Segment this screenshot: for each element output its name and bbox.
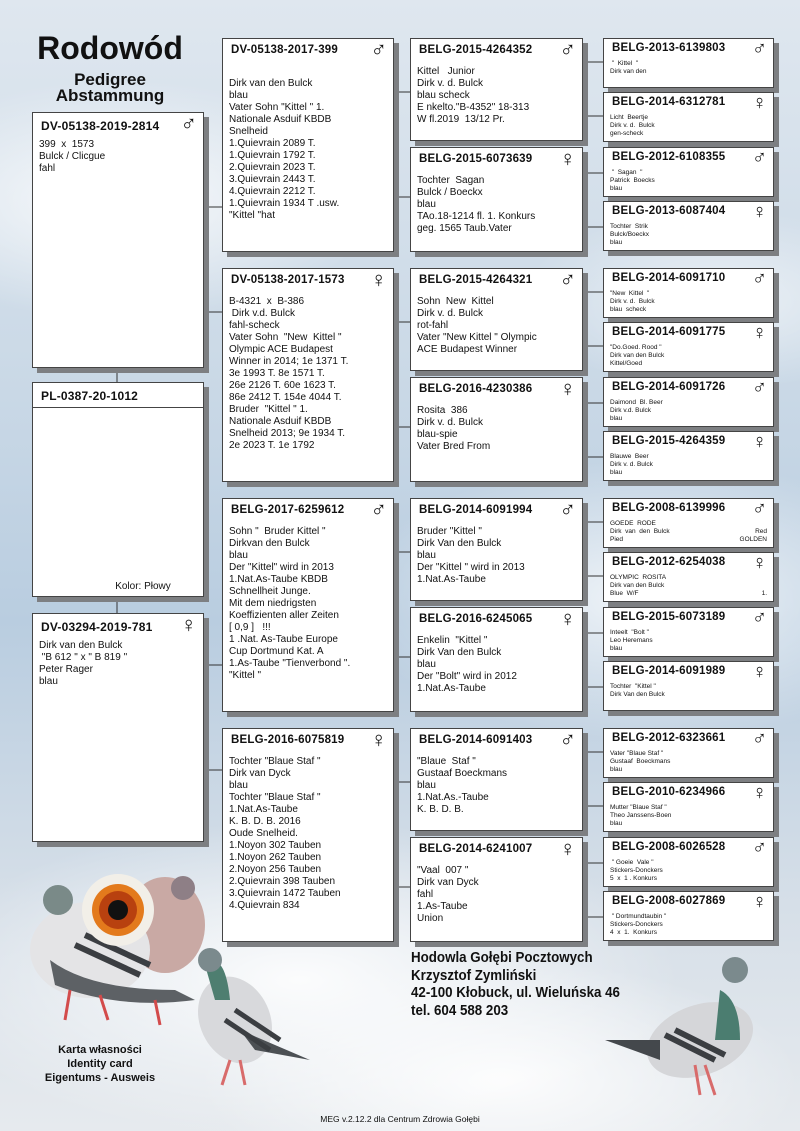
pigeon-left-pair-image (30, 874, 205, 1025)
detail-line: Der "Kittel" wird in 2013 (229, 562, 334, 573)
female-icon: ♀ (559, 836, 576, 861)
detail-line: blau scheck (610, 306, 647, 313)
ring-number: BELG-2014-6091994 (419, 504, 533, 516)
detail-line: 3.Quievrain 1472 Tauben (229, 888, 341, 899)
subtitle-en: Pedigree (74, 70, 146, 89)
detail-line: 1.Noyon 262 Tauben (229, 852, 322, 863)
detail-line: "New Kittel " (610, 290, 650, 297)
detail-line: Dirk van den Bulck (610, 582, 665, 589)
detail-line: E nkelto."B-4352" 18-313 (417, 102, 530, 113)
ring-number: BELG-2015-4264359 (612, 435, 726, 447)
male-icon: ♂ (559, 497, 576, 522)
ring-number: BELG-2016-6245065 (419, 613, 533, 625)
detail-line: 1.As-Taube "Tienverbond ". (229, 658, 351, 669)
male-icon: ♂ (370, 497, 387, 522)
detail-line: 4.Quievrain 2212 T. (229, 186, 316, 197)
detail-line: Kittel Junior (417, 66, 475, 77)
detail-line: B-4321 x B-386 (229, 296, 305, 307)
detail-line: blau (610, 820, 623, 827)
detail-line: Vater "New Kittel " Olympic (417, 332, 537, 343)
detail-line: 1.Nat.As.-Taube (417, 792, 489, 803)
ring-number: BELG-2013-6087404 (612, 205, 726, 217)
detail-line: Nationale Asduif KBDB (229, 416, 332, 427)
female-icon: ♀ (559, 376, 576, 401)
detail-line: Enkelin "Kittel " (417, 635, 488, 646)
female-icon: ♀ (752, 891, 767, 913)
detail-line: 1.Nat.As-Taube KBDB (229, 574, 328, 585)
ring-number: BELG-2015-6073189 (612, 611, 726, 623)
subtitle-de: Abstammung (55, 86, 165, 105)
detail-line: Vater "Blaue Staf " (610, 750, 664, 757)
detail-line: blau (610, 239, 623, 246)
ring-number: BELG-2015-4264321 (419, 274, 533, 286)
detail-line: Tochter "Blaue Staf " (229, 756, 321, 767)
detail-line: blau (610, 469, 623, 476)
detail-line: Mutter "Blaue Staf " (610, 804, 667, 811)
detail-line: 2.Noyon 256 Tauben (229, 864, 322, 875)
detail-line: 1.As-Taube (417, 901, 468, 912)
detail-line: Bruder "Kittel " (417, 526, 482, 537)
female-icon: ♀ (752, 552, 767, 574)
ring-number: BELG-2017-6259612 (231, 504, 345, 516)
female-icon: ♀ (180, 612, 197, 637)
detail-line: 2.Quievrain 398 Tauben (229, 876, 336, 887)
detail-line: 4.Quievrain 834 (229, 900, 300, 911)
detail-line: Olympic ACE Budapest (229, 344, 333, 355)
female-icon: ♀ (752, 661, 767, 683)
female-icon: ♀ (559, 146, 576, 171)
detail-line: blau (417, 780, 436, 791)
detail-line: Tochter "Kittel " (610, 683, 656, 690)
detail-line: Dirk van Dyck (417, 877, 479, 888)
detail-line: "Kittel " (229, 670, 262, 681)
male-icon: ♂ (370, 37, 387, 62)
detail-line: W fl.2019 13/12 Pr. (417, 114, 505, 125)
detail-line: Tochter Sagan (417, 175, 485, 186)
detail-line: ACE Budapest Winner (417, 344, 518, 355)
ring-number: BELG-2014-6091403 (419, 734, 533, 746)
detail-line: [ 0,9 ] !!! (229, 622, 271, 633)
detail-line: blau (610, 766, 623, 773)
detail-line: Dirk van den Bulck (610, 352, 665, 359)
detail-line: " Dortmundtaubin " (610, 913, 667, 920)
detail-line: Vater Sohn "New Kittel " (229, 332, 342, 343)
detail-line: 2.Quievrain 2023 T. (229, 162, 316, 173)
ring-number: BELG-2014-6312781 (612, 96, 726, 108)
detail-line: Dirk v. d. Bulck (417, 308, 483, 319)
eye-image (82, 874, 154, 946)
breeder-street: 42-100 Kłobuck, ul. Wieluńska 46 (411, 985, 620, 1001)
detail-line: Dirk v. d. Bulck (417, 417, 483, 428)
detail-right: 1. (761, 590, 767, 597)
detail-line: Cup Dortmund Kat. A (229, 646, 324, 657)
ring-number: BELG-2014-6091775 (612, 326, 726, 338)
detail-line: 1.Quievrain 1934 T .usw. (229, 198, 340, 209)
detail-line: Vater Sohn "Kittel " 1. (229, 102, 325, 113)
male-icon: ♂ (180, 111, 197, 136)
detail-line: Snelheid 2013; 9e 1934 T. (229, 428, 346, 439)
detail-line: Der "Bolt" wird in 2012 (417, 671, 517, 682)
female-icon: ♀ (752, 201, 767, 223)
detail-line: 1.Quievrain 1792 T. (229, 150, 316, 161)
male-icon: ♂ (752, 498, 767, 520)
detail-line: "Do.Goed. Rood " (610, 344, 662, 351)
ring-number: DV-05138-2017-1573 (231, 274, 345, 286)
detail-line: Bruder "Kittel " 1. (229, 404, 308, 415)
breeder-loft-name: Hodowla Gołębi Pocztowych (411, 950, 593, 966)
ring-number: BELG-2010-6234966 (612, 786, 726, 798)
ring-number: BELG-2016-6075819 (231, 734, 345, 746)
detail-line: Dirk van den (610, 68, 647, 75)
pigeon-right-image (605, 957, 764, 1095)
detail-line: Leo Heremans (610, 637, 653, 644)
card-label-pl: Karta własności (58, 1044, 142, 1056)
ring-number: BELG-2012-6108355 (612, 151, 726, 163)
detail-line: Stickers-Donckers (610, 867, 663, 874)
detail-line: Union (417, 913, 444, 924)
detail-line: 2e 2023 T. 1e 1792 (229, 440, 315, 451)
detail-line: Dirk van den Bulck (229, 78, 313, 89)
detail-line: Dirk v.d. Bulck (229, 308, 295, 319)
detail-line: Dirk van Dyck (229, 768, 291, 779)
detail-line: Dirk van den Bulck (39, 640, 123, 651)
ring-number: BELG-2014-6241007 (419, 843, 533, 855)
detail-line: 1.Quievrain 2089 T. (229, 138, 316, 149)
detail-line: Oude Snelheid. (229, 828, 298, 839)
breeder-phone: tel. 604 588 203 (411, 1002, 509, 1019)
detail-line: Schnellheit Junge. (229, 586, 311, 597)
detail-line: " Sagan " (610, 169, 643, 176)
breeder-name: Krzysztof Zymliński (411, 967, 537, 984)
detail-line: OLYMPIC ROSITA (610, 574, 667, 581)
detail-line: Dirk v. d. Bulck (417, 78, 483, 89)
detail-line: 3.Quievrain 2443 T. (229, 174, 316, 185)
male-icon: ♂ (559, 37, 576, 62)
detail-line: geg. 1565 Taub.Vater (417, 223, 512, 234)
detail-line: blau (229, 550, 248, 561)
detail-line: Rosita 386 (417, 405, 468, 416)
detail-line: 86e 2412 T. 154e 4044 T. (229, 392, 342, 403)
detail-line: blau scheck (417, 90, 470, 101)
page-title: Rodowód (37, 30, 183, 66)
detail-line: Nationale Asduif KBDB (229, 114, 332, 125)
detail-line: "B 612 " x " B 819 " (39, 652, 128, 663)
detail-right: GOLDEN (739, 536, 767, 543)
detail-line: Dirk v. d. Bulck (610, 461, 653, 468)
detail-line: K. B. D. B. 2016 (229, 816, 301, 827)
detail-line: 399 x 1573 (39, 139, 95, 150)
detail-line: 1.Noyon 302 Tauben (229, 840, 322, 851)
male-icon: ♂ (559, 727, 576, 752)
color-label: Kolor: Płowy (115, 581, 171, 592)
detail-line: blau-spie (417, 429, 458, 440)
ring-number: BELG-2012-6323661 (612, 732, 726, 744)
detail-line: Dirk Van den Bulck (417, 538, 502, 549)
ring-number: DV-03294-2019-781 (41, 620, 153, 634)
detail-line: Dirkvan den Bulck (229, 538, 310, 549)
detail-line: Bulck / Boeckx (417, 187, 483, 198)
detail-line: GOEDE RODE (610, 520, 656, 527)
detail-line: Snelheid (229, 126, 268, 137)
ring-number: DV-05138-2019-2814 (41, 119, 160, 133)
detail-line: Kittel/Goed (610, 360, 643, 367)
detail-line: Gustaaf Boeckmans (417, 768, 508, 779)
detail-line: Sohn New Kittel (417, 296, 494, 307)
detail-line: Dirk v.d. Bulck (610, 407, 652, 414)
detail-line: "Blaue Staf " (417, 756, 476, 767)
ring-number: BELG-2008-6139996 (612, 502, 726, 514)
detail-line: fahl-scheck (229, 320, 280, 331)
detail-line: Vater Bred From (417, 441, 491, 452)
male-icon: ♂ (752, 728, 767, 750)
ring-number: BELG-2015-4264352 (419, 44, 533, 56)
detail-line: "Vaal 007 " (417, 865, 469, 876)
detail-line: Patrick Boecks (610, 177, 655, 184)
detail-line: Dirk van den Bulck Red (610, 528, 767, 535)
detail-line: 4 x 1. Konkurs (610, 929, 657, 936)
detail-line: rot-fahl (417, 320, 449, 331)
detail-right: Red (755, 528, 767, 535)
ring-number: BELG-2014-6091726 (612, 381, 726, 393)
female-icon: ♀ (752, 782, 767, 804)
detail-line: 1.Nat.As-Taube (417, 683, 486, 694)
detail-line: Licht Beertje (610, 114, 648, 121)
detail-line: Dirk v. d. Bulck (610, 298, 655, 305)
ring-number: BELG-2016-4230386 (419, 383, 533, 395)
detail-line: gen-scheck (610, 130, 644, 137)
ring-number: DV-05138-2017-399 (231, 44, 338, 56)
detail-line: Der "Kittel " wird in 2013 (417, 562, 525, 573)
detail-line: blau (417, 550, 436, 561)
identity-card-label (30, 1043, 170, 1085)
detail-line: blau (417, 199, 436, 210)
detail-line: Stickers-Donckers (610, 921, 663, 928)
detail-line: K. B. D. B. (417, 804, 464, 815)
detail-line: 26e 2126 T. 60e 1623 T. (229, 380, 336, 391)
detail-line: Gustaaf Boeckmans (610, 758, 671, 765)
male-icon: ♂ (752, 268, 767, 290)
male-icon: ♂ (752, 377, 767, 399)
ring-number: BELG-2008-6026528 (612, 841, 726, 853)
male-icon: ♂ (559, 267, 576, 292)
detail-line: Mit dem niedrigsten (229, 598, 317, 609)
male-icon: ♂ (752, 837, 767, 859)
detail-line: Dirk Van den Bulck (610, 691, 665, 698)
ring-number: BELG-2014-6091710 (612, 272, 726, 284)
detail-line: Blue W/F 1. (610, 590, 767, 597)
detail-line: Bulck/Boeckx (610, 231, 650, 238)
female-icon: ♀ (752, 92, 767, 114)
detail-line: Pied GOLDEN (610, 536, 767, 543)
detail-line: Bulck / Clicgue (39, 151, 106, 162)
detail-line: Blauwe Beer (610, 453, 649, 460)
female-icon: ♀ (370, 727, 387, 752)
detail-line: blau (229, 90, 248, 101)
pigeon-middle-image (184, 948, 310, 1085)
detail-line: 1.Nat.As-Taube (229, 804, 298, 815)
detail-line: Tochter Strik (610, 223, 648, 230)
detail-line: Peter Rager (39, 664, 93, 675)
detail-line: Koeffizienten aller Zeiten (229, 610, 339, 621)
female-icon: ♀ (752, 322, 767, 344)
detail-line: blau (417, 659, 436, 670)
detail-line: 1.Nat.As-Taube (417, 574, 486, 585)
ring-number: BELG-2013-6139803 (612, 42, 726, 54)
female-icon: ♀ (752, 431, 767, 453)
detail-line: blau (610, 415, 623, 422)
detail-line: blau (39, 676, 58, 687)
detail-line: " Goeie Vale " (610, 859, 654, 866)
detail-line: 1 .Nat. As-Taube Europe (229, 634, 338, 645)
ring-number: PL-0387-20-1012 (41, 389, 139, 403)
detail-line: "Kittel "hat (229, 210, 276, 221)
ring-number: BELG-2015-6073639 (419, 153, 533, 165)
card-label-de: Eigentums - Ausweis (44, 1072, 156, 1084)
detail-line: Inteelt "Bolt " (610, 629, 649, 636)
male-icon: ♂ (752, 38, 767, 60)
card-label-en: Identity card (67, 1058, 133, 1070)
detail-line: blau (610, 645, 623, 652)
breeder-address (411, 950, 620, 1020)
detail-line: Sohn " Bruder Kittel " (229, 526, 326, 537)
detail-line: TAo.18-1214 fl. 1. Konkurs (417, 211, 536, 222)
detail-line: fahl (39, 163, 56, 174)
detail-line: blau (610, 185, 623, 192)
ring-number: BELG-2014-6091989 (612, 665, 726, 677)
detail-line: Theo Janssens-Boen (610, 812, 672, 819)
detail-line: 5 x 1 . Konkurs (610, 875, 657, 882)
software-footer: MEG v.2.12.2 dla Centrum Zdrowia Gołębi (320, 1114, 480, 1124)
detail-line: Tochter "Blaue Staf " (229, 792, 321, 803)
ring-number: BELG-2012-6254038 (612, 556, 726, 568)
detail-line: Winner in 2014; 1e 1371 T. (229, 356, 349, 367)
ring-number: BELG-2008-6027869 (612, 895, 726, 907)
detail-line: blau (229, 780, 248, 791)
detail-line: fahl (417, 889, 434, 900)
detail-line: Dirk Van den Bulck (417, 647, 502, 658)
detail-line: 3e 1993 T. 8e 1571 T. (229, 368, 325, 379)
detail-line: Dirk v. d. Bulck (610, 122, 655, 129)
male-icon: ♂ (752, 607, 767, 629)
female-icon: ♀ (559, 606, 576, 631)
detail-line: " Kittel " (610, 60, 639, 67)
female-icon: ♀ (370, 267, 387, 292)
detail-line: Daimond Bl. Beer (610, 399, 663, 406)
male-icon: ♂ (752, 147, 767, 169)
